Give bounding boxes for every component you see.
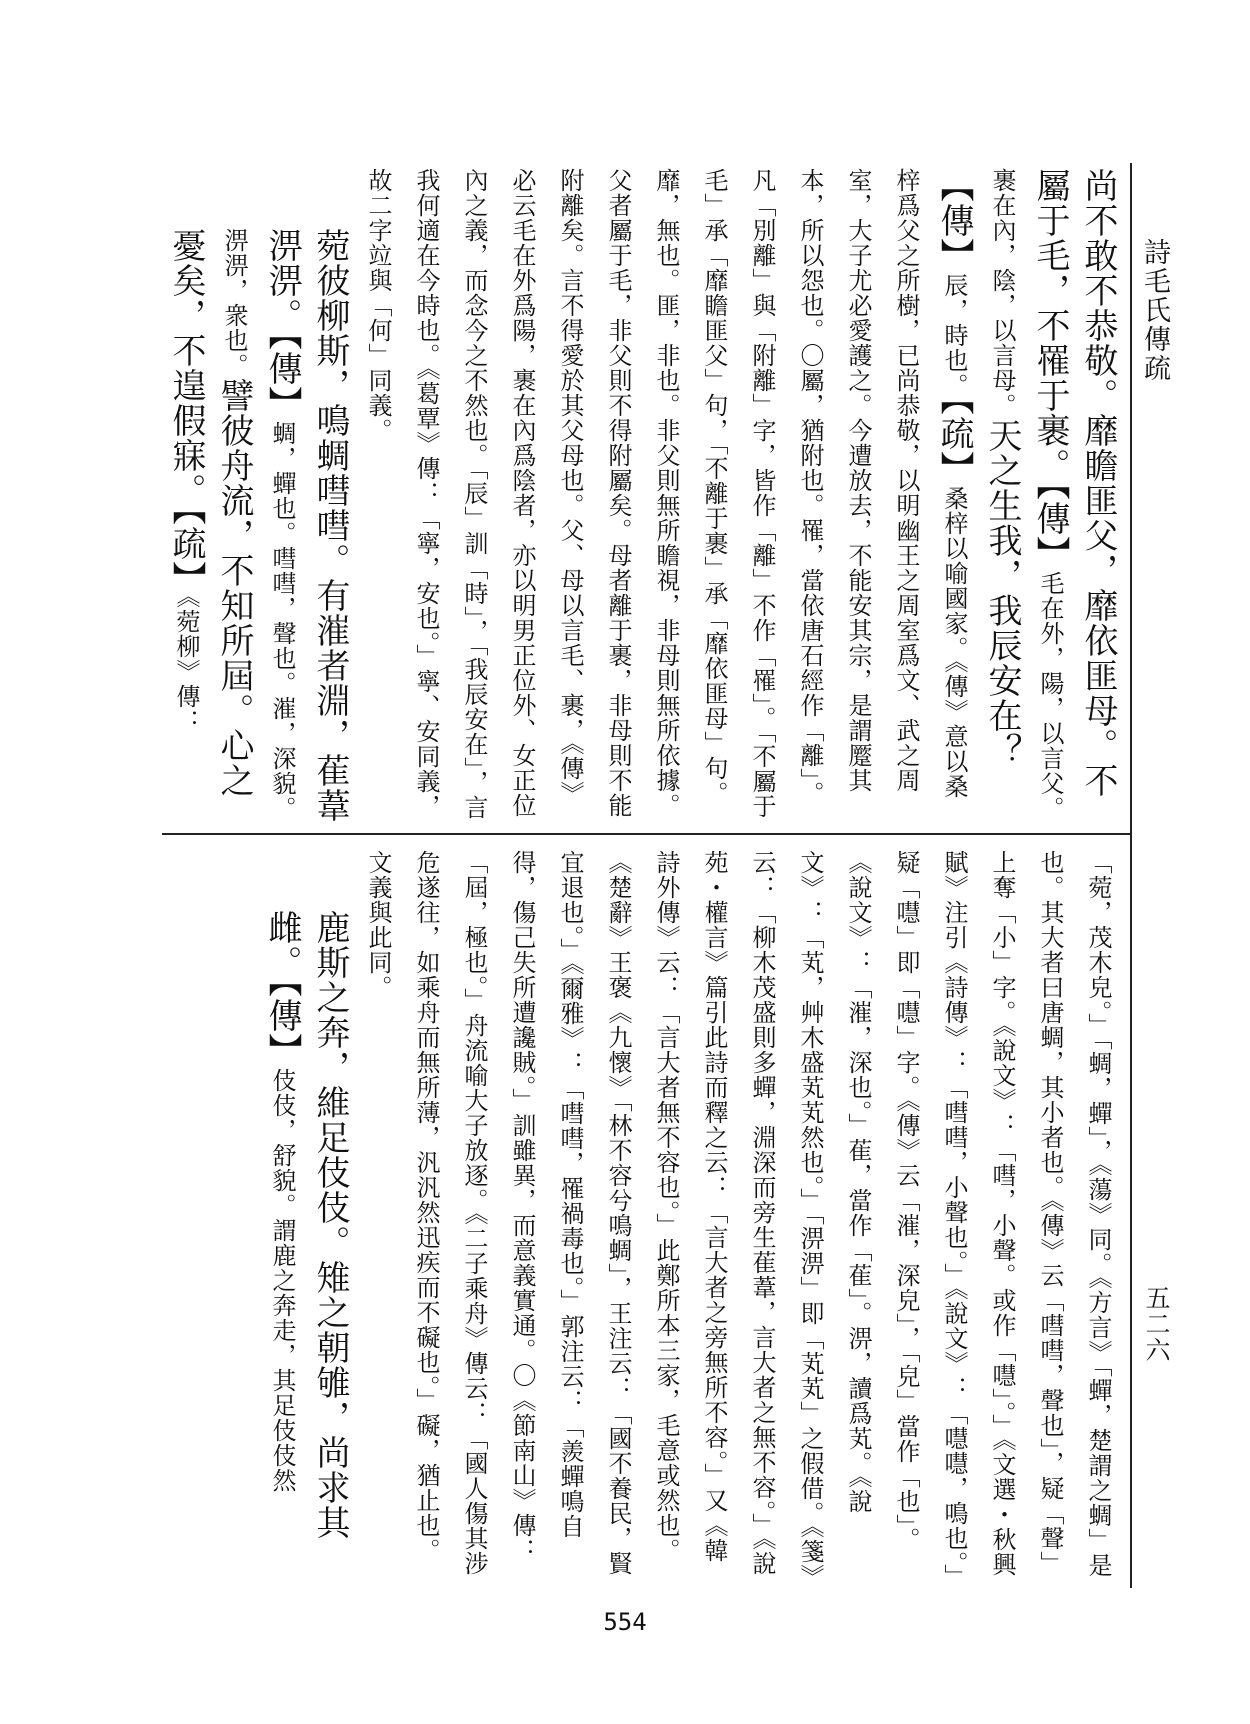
text-section-top [162,168,1122,823]
running-title: 詩毛氏傳疏 [1139,238,1170,383]
commentary-marker: 【傳】 [1030,483,1070,571]
paragraph-2 [162,168,354,823]
commentary-marker: 【傳】 [262,980,302,1068]
chinese-page-number: 五二六 [1142,1285,1171,1363]
commentary-text: 辰，時也。 [940,273,968,398]
subcommentary-marker: 【疏】 [166,508,206,596]
paragraph-1 [354,168,1122,823]
canon-text: 譬彼舟流，不知所屆。心之憂矣，不遑假寐。 [166,228,254,798]
paragraph-4 [258,850,354,1585]
subcommentary-text: 《菀柳》傳： [172,596,200,734]
subcommentary-text: 「菀，茂木皃。」「蜩，蟬」，《蕩》同。《方言》「蟬，楚謂之蜩」是也。其大者曰唐蜩，其小者也。《傳》云「嘒嘒，聲也」，疑「聲」上奪「小」字。《說文》：「嘒，小聲。或作「嚖」。」《文選・秋興賦》注引《詩傳》：「嘒嘒，小聲也。」《說文》：「嚖嚖，鳴也。」疑「嚖」即「嚖」字。《傳》云「漼，深皃」，「皃」當作「也」。《說文》：「漼，深也。」萑，當作「萑」。淠，讀爲芄。《說文》：「芄，艸木盛芄芄然也。」「淠淠」即「芄芄」之假借。《箋》云：「柳木茂盛則多蟬，淵深而旁生萑葦，言大者之無不容。」《說苑・權言》篇引此詩而釋之云：「言大者之旁無所不容。」又《韓詩外傳》云：「言大者無不容也。」此鄭所本三家，毛意或然也。《楚辭》王褒《九懷》「林不容兮鳴蜩」，王注云：「國不養民，賢宜退也。」《爾雅》：「嘒嘒，罹禍毒也。」郭注云：「羨蟬鳴自得，傷己失所遭讒賊。」訓雖異，而意義實通。〇《節南山》傳：「屆，極也。」舟流喻大子放逐。《二子乘舟》傳云：「國人傷其涉危遂往，如乘舟而無所薄，汎汎然迅疾而不礙也。」礙，猶止也。文義與此同。 [364,850,1112,1578]
canon-text: 菀彼柳斯，鳴蜩嘒嘒。有漼者淵，萑葦淠淠。 [262,228,350,823]
commentary-text: 伎伎，舒貌。謂鹿之奔走，其足伎伎然 [268,1068,296,1493]
column-rule [1130,163,1132,1588]
canon-text: 天之生我，我辰安在？ [982,418,1022,768]
canon-text: 鹿斯之奔，維足伎伎。雉之朝雊，尚求其雌。 [262,910,350,1540]
commentary-text: 毛在外，陽，以言父。裹在內，陰，以言母。 [988,168,1064,821]
section-divider [162,833,1130,835]
subcommentary-marker: 【疏】 [934,398,974,486]
page-number: 554 [603,1608,647,1636]
subcommentary-text: 桑梓以喻國家。《傳》意以桑梓爲父之所樹，已尚恭敬，以明幽王之周室爲文、武之周室，大子尤必愛護之。今遭放去，不能安其宗，是謂蹷其本，所以怨也。〇屬，猶附也。罹，當依唐石經作「離」。凡「別離」與「附離」字，皆作「離」不作「罹」。「不屬于毛」承「靡瞻匪父」句，「不離于裹」承「靡依匪母」句。靡，無也。匪，非也。非父則無所瞻視，非母則無所依據。父者屬于毛，非父則不得附屬矣。母者離于裹，非母則不能附離矣。言不得愛於其父母也。父、母以言毛、裹，《傳》必云毛在外爲陽，裹在內爲陰者，亦以明男正位外、女正位內之義，而念今之不然也。「辰」訓「時」，「我辰安在」，言我何適在今時也。《葛覃》傳：「寧，安也。」寧、安同義，故二字竝與「何」同義。 [364,168,968,820]
text-section-bottom [162,850,1122,1585]
commentary-marker: 【傳】 [262,333,302,421]
canon-text: 尚不敢不恭敬。靡瞻匪父，靡依匪母。不屬于毛，不罹于裹。 [1030,168,1118,798]
paragraph-3 [354,850,1122,1585]
commentary-text: 蜩，蟬也。嘒嘒，聲也。漼，深貌。淠淠，衆也。 [220,228,296,821]
commentary-marker: 【傳】 [934,168,974,273]
